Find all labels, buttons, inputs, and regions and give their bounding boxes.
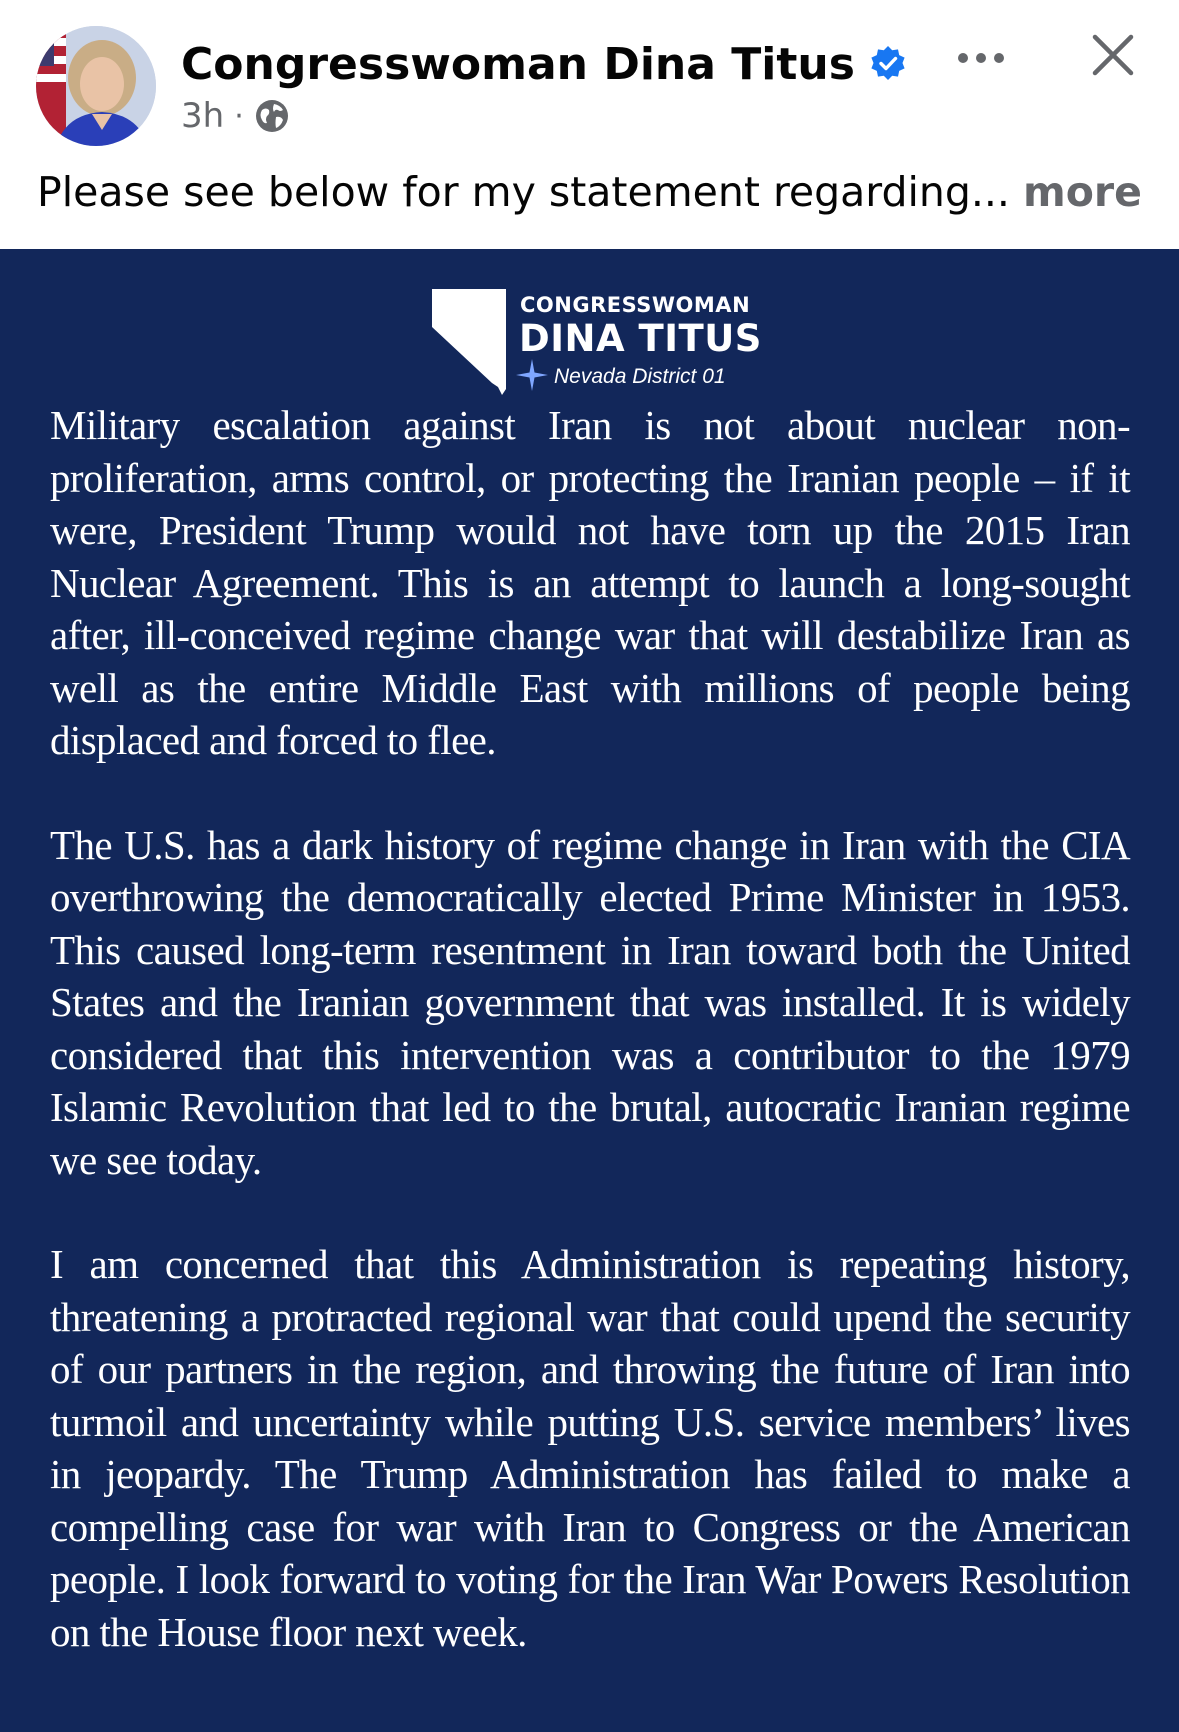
congresswoman-logo <box>430 287 760 407</box>
post-caption <box>37 168 1142 216</box>
post-timestamp[interactable]: 3h <box>181 96 225 136</box>
author-row <box>181 34 907 94</box>
meta-separator: · <box>234 98 244 134</box>
caption-text: Please see below for my statement regarding... <box>37 168 1010 216</box>
statement-image[interactable] <box>0 249 1179 1732</box>
post-header <box>0 0 1179 250</box>
statement-paragraph: The U.S. has a dark history of regime change in Iran with the CIA overthrowing the democratically elected Prime Minister in 1953. This caused long-term resentment in Iran toward both the United States and the Iranian government that was installed. It is widely considered that this intervention was a contributor to the 1979 Islamic Revolution that led to the brutal, autocratic Iranian regime we see today. <box>50 821 1130 1183</box>
logo-name: DINA TITUS <box>519 317 762 360</box>
logo-district: Nevada District 01 <box>554 365 726 388</box>
verified-badge-icon <box>869 45 907 83</box>
post-meta <box>181 94 290 138</box>
logo-title: CONGRESSWOMAN <box>520 293 751 317</box>
nevada-state-icon <box>430 287 510 397</box>
globe-icon <box>254 98 290 134</box>
statement-paragraph: I am concerned that this Administration is repeating history, threatening a protracted regional war that could upend the security of our partners in the region, and throwing the future of Iran into turmoil and uncertainty while putting U.S. service members’ lives in jeopardy. The Trump Administration has failed to make a compelling case for war with Iran to Congress or the American people. I look forward to voting for the Iran War Powers Resolution on the House floor next week. <box>50 1241 1130 1655</box>
close-icon[interactable] <box>1088 30 1138 80</box>
statement-paragraph: Military escalation against Iran is not about nuclear non-proliferation, arms control, or protecting the Iranian people – if it were, President Trump would not have torn up the 2015 Iran Nuclear Agreement. This is an attempt to launch a long-sought after, ill-conceived regime change war that will destabilize Iran as well as the entire Middle East with millions of people being displaced and forced to flee. <box>50 402 1130 763</box>
avatar[interactable] <box>36 26 156 146</box>
more-options-icon[interactable] <box>951 38 1011 78</box>
author-name[interactable]: Congresswoman Dina Titus <box>181 38 855 90</box>
star-icon <box>514 357 550 393</box>
see-more-link[interactable]: more <box>1023 168 1142 216</box>
statement-text <box>50 399 1130 1710</box>
